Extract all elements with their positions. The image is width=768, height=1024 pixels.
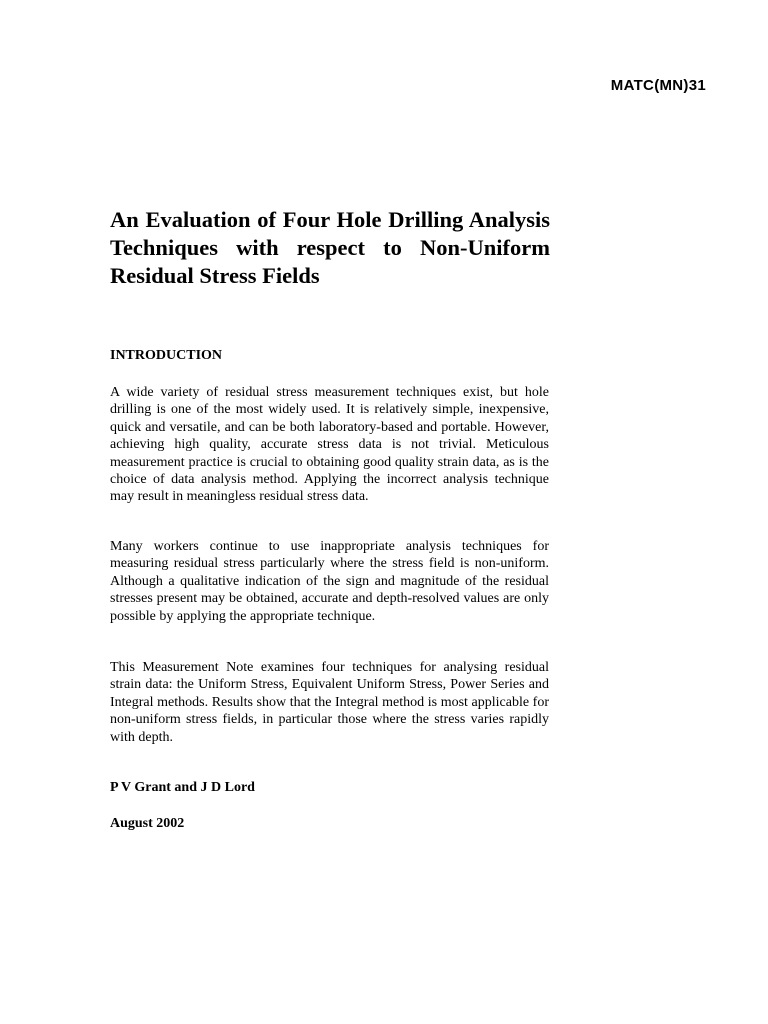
introduction-heading: INTRODUCTION (110, 348, 223, 363)
introduction-paragraph-1: A wide variety of residual stress measurement techniques exist, but hole drilling is one of the most widely used. It is relatively simple, inexpensive, quick and versatile, and can be both laboratory-based and portable. However, achieving high quality, accurate stress data is not trivial. Meticulous measurement practice is crucial to obtaining good quality strain data, as is the choice of data analysis method. Applying the incorrect analysis technique may result in meaningless residual stress data. (110, 385, 549, 505)
authors: P V Grant and J D Lord (110, 780, 255, 795)
publication-date: August 2002 (110, 816, 185, 831)
document-reference-number: MATC(MN)31 (610, 77, 706, 94)
document-title: An Evaluation of Four Hole Drilling Analysis Techniques with respect to Non-Uniform Residual Stress Fields (110, 207, 550, 288)
introduction-paragraph-3: This Measurement Note examines four techniques for analysing residual strain data: the Uniform Stress, Equivalent Uniform Stress, Power Series and Integral methods. Results show that the Integral method is most applicable for non-uniform stress fields, in particular those where the stress varies rapidly with depth. (110, 660, 549, 745)
introduction-paragraph-2: Many workers continue to use inappropriate analysis techniques for measuring residual stress particularly where the stress field is non-uniform. Although a qualitative indication of the sign and magnitude of the residual stresses present may be obtained, accurate and depth-resolved values are only possible by applying the appropriate technique. (110, 539, 549, 624)
